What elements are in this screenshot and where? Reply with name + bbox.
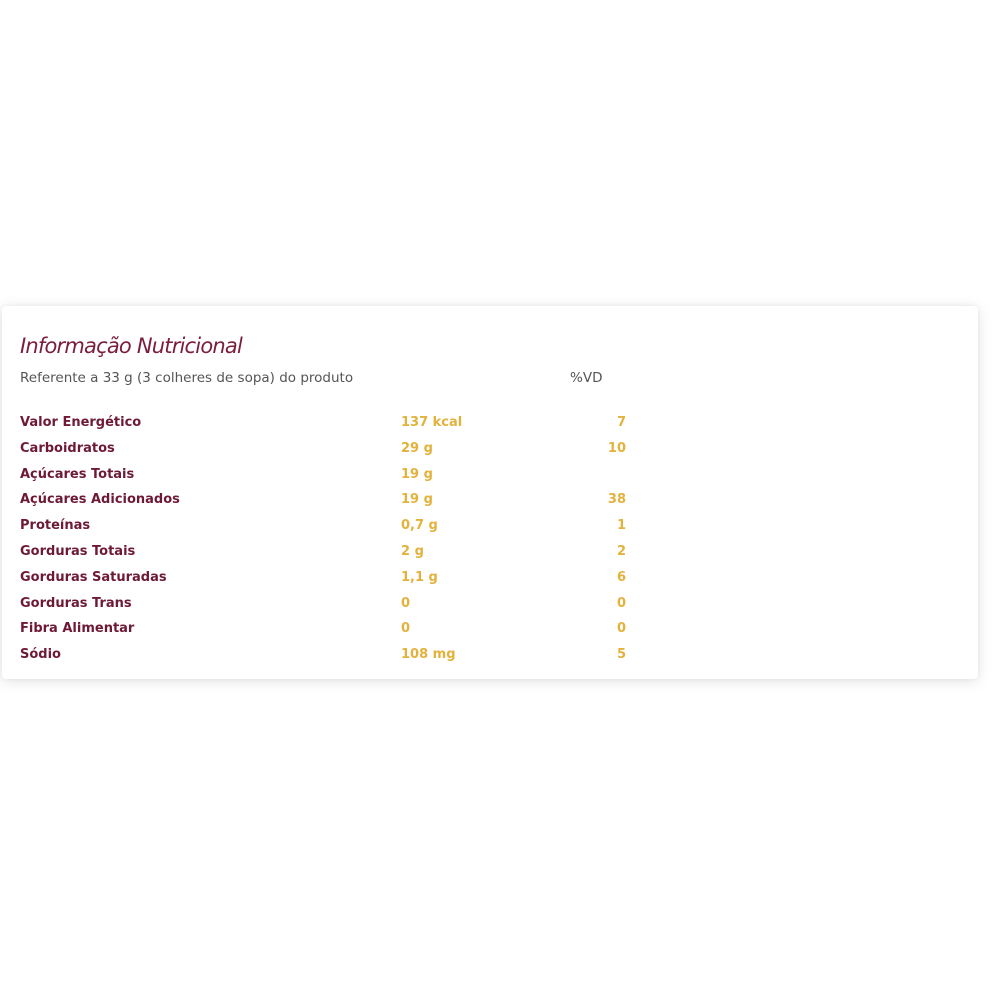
nutrient-name: Sódio (20, 647, 61, 663)
nutrient-vd: 10 (607, 440, 626, 456)
nutrient-amount: 19 g (401, 466, 433, 482)
nutrition-card (2, 306, 978, 679)
nutrient-name: Açúcares Adicionados (20, 492, 180, 508)
nutrient-name: Gorduras Totais (20, 543, 136, 559)
nutrient-vd: 0 (616, 621, 626, 637)
nutrient-name: Açúcares Totais (20, 466, 135, 482)
vd-column-header: %VD (570, 370, 603, 386)
nutrition-row (20, 410, 640, 436)
nutrition-row (20, 462, 640, 488)
nutrient-vd: 38 (607, 492, 626, 508)
nutrient-name: Valor Energético (20, 415, 142, 430)
nutrient-amount: 108 mg (401, 647, 456, 663)
nutrient-name: Proteínas (20, 518, 91, 534)
nutrient-amount: 2 g (401, 543, 424, 559)
nutrient-vd: 6 (616, 569, 626, 585)
nutrient-amount: 1,1 g (401, 569, 438, 585)
nutrition-table (20, 410, 640, 668)
nutrient-amount: 29 g (401, 440, 433, 456)
nutrition-row (20, 642, 640, 668)
nutrient-amount: 0,7 g (401, 518, 438, 534)
nutrient-name: Fibra Alimentar (20, 621, 135, 637)
nutrient-name: Carboidratos (20, 440, 115, 456)
nutrient-amount: 19 g (401, 492, 433, 508)
nutrition-title: Informação Nutricional (20, 334, 243, 358)
nutrition-row (20, 539, 640, 565)
nutrient-vd: 5 (616, 647, 626, 663)
nutrient-vd: 1 (616, 518, 626, 534)
nutrition-row (20, 591, 640, 617)
nutrition-row (20, 436, 640, 462)
serving-description: Referente a 33 g (3 colheres de sopa) do produto (20, 370, 354, 386)
nutrient-vd: 0 (616, 595, 626, 611)
nutrient-name: Gorduras Trans (20, 595, 132, 611)
nutrient-amount: 0 (401, 621, 411, 637)
nutrition-row (20, 513, 640, 539)
nutrient-amount: 137 kcal (401, 415, 463, 430)
nutrition-row (20, 565, 640, 591)
nutrition-row (20, 487, 640, 513)
nutrient-name: Gorduras Saturadas (20, 569, 167, 585)
nutrition-row (20, 616, 640, 642)
nutrient-vd: 2 (616, 543, 626, 559)
nutrient-vd: 7 (616, 415, 626, 430)
nutrient-amount: 0 (401, 595, 411, 611)
